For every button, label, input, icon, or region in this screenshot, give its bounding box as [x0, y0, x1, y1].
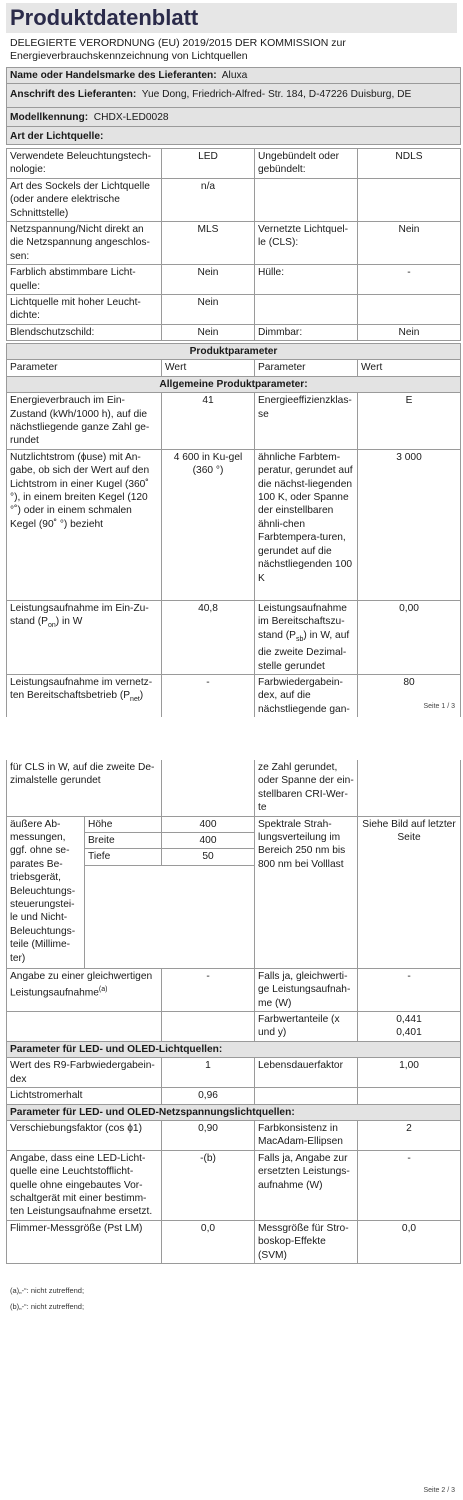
- page-2: [0, 716, 463, 1500]
- lightsource-header: Art der Lichtquelle:: [7, 126, 461, 144]
- mains-header: Parameter für LED- und OLED-Netzspannungslichtquellen:: [7, 1104, 461, 1120]
- table-row: [7, 1220, 461, 1263]
- value-cell: -: [358, 968, 461, 1011]
- param-cell: ähnliche Farbtem-peratur, gerundet auf die nächst-liegenden 100 K, oder Spanne der einstellbaren ähnli-chen Farbtempera-turen, gerundet auf die nächstliegenden 100 K: [255, 449, 358, 600]
- param-cell: Art des Sockels der Lichtquelle (oder andere elektrische Schnittstelle): [7, 178, 162, 221]
- value-cell: 1,00: [358, 1058, 461, 1088]
- value-cell: MLS: [162, 222, 255, 265]
- value-cell: E: [358, 393, 461, 450]
- table-row: [7, 265, 461, 295]
- page-1: [0, 0, 463, 716]
- value-cell: 0,00: [358, 600, 461, 674]
- continued-table: [6, 760, 461, 1264]
- param-cell: Vernetzte Lichtquel-le (CLS):: [255, 222, 358, 265]
- page-number: Seite 2 / 3: [423, 1487, 455, 1494]
- param-cell: Blendschutzschild:: [7, 324, 162, 340]
- lightsource-table: [6, 148, 461, 341]
- param-cell: Energieeffizienzklas-se: [255, 393, 358, 450]
- param-cell: für CLS in W, auf die zweite De-zimalstelle gerundet: [7, 760, 162, 816]
- param-cell: Leistungsaufnahme im Bereitschaftszu-stand $(P_{sb})$ in W, auf die zweite Dezimal-stelle gerundet: [255, 600, 358, 674]
- col-wert-2: Wert: [358, 360, 461, 376]
- param-cell: Verschiebungsfaktor (cos ϕ1): [7, 1120, 162, 1150]
- col-param-1: Parameter: [7, 360, 162, 376]
- table-row: [7, 449, 461, 600]
- value-cell: 80: [358, 674, 461, 717]
- table-row: [7, 674, 461, 717]
- value-cell: LED: [162, 149, 255, 179]
- value-cell: -: [358, 1150, 461, 1220]
- param-cell: [255, 178, 358, 221]
- param-cell: Lichtstromerhalt: [7, 1088, 162, 1104]
- footnote-a: (a)„-“: nicht zutreffend;: [10, 1286, 85, 1295]
- table-row: [7, 968, 461, 1011]
- value-cell: Nein: [358, 324, 461, 340]
- footnote-b: (b)„-“: nicht zutreffend;: [10, 1302, 85, 1311]
- table-row: [7, 149, 461, 179]
- value-cell: 4 600 in Ku-gel (360 °): [162, 449, 255, 600]
- value-cell: 41: [162, 393, 255, 450]
- param-cell: Farbwertanteile (x und y): [255, 1012, 358, 1042]
- value-cell: -: [358, 265, 461, 295]
- param-cell: Farbwiedergabein-dex, auf die nächstliegende gan-: [255, 674, 358, 717]
- value-cell: 40,8: [162, 600, 255, 674]
- value-cell: 0,0: [358, 1220, 461, 1263]
- param-cell: [255, 1088, 358, 1104]
- param-cell: Leistungsaufnahme im vernetz-ten Bereitschaftsbetrieb $(P_{net})$: [7, 674, 162, 717]
- value-cell: Nein: [162, 324, 255, 340]
- table-row: [7, 1150, 461, 1220]
- value-cell: NDLS: [358, 149, 461, 179]
- page-number: Seite 1 / 3: [423, 703, 455, 710]
- value-cell: -(b): [162, 1150, 255, 1220]
- table-row: [7, 1088, 461, 1104]
- param-cell: Farbkonsistenz in MacAdam-Ellipsen: [255, 1120, 358, 1150]
- value-cell: 0,96: [162, 1088, 255, 1104]
- spectral-value: Siehe Bild auf letzter Seite: [358, 816, 461, 968]
- param-cell: Wert des R9-Farbwiedergabein-dex: [7, 1058, 162, 1088]
- param-cell: Leistungsaufnahme im Ein-Zu-stand $(P_{on})$ in W: [7, 600, 162, 674]
- value-cell: [358, 760, 461, 816]
- param-cell: Farblich abstimmbare Licht-quelle:: [7, 265, 162, 295]
- table-row: [7, 222, 461, 265]
- dim-name-breite: Breite: [85, 833, 162, 849]
- param-cell: Angabe zu einer gleichwertigen Leistungsaufnahme$^{(a)}$: [7, 968, 162, 1011]
- value-cell: [358, 295, 461, 325]
- value-cell: n/a: [162, 178, 255, 221]
- value-cell: [358, 1088, 461, 1104]
- param-cell: Lichtquelle mit hoher Leucht-dichte:: [7, 295, 162, 325]
- general-header: Allgemeine Produktparameter:: [7, 376, 461, 392]
- table-row: [7, 1058, 461, 1088]
- value-cell: Nein: [162, 265, 255, 295]
- dim-value-hoehe: 400: [162, 816, 255, 832]
- product-params-table: [6, 343, 461, 717]
- value-cell: 0,441 0,401: [358, 1012, 461, 1042]
- supplier-address-row: Anschrift des Lieferanten: Yue Dong, Friedrich-Alfred- Str. 184, D-47226 Duisburg, DE: [7, 84, 461, 108]
- param-cell: Flimmer-Messgröße (Pst LM): [7, 1220, 162, 1263]
- param-cell: Netzspannung/Nicht direkt an die Netzspannung angeschlos-sen:: [7, 222, 162, 265]
- dimensions-row: [7, 816, 461, 832]
- param-cell: Lebensdauerfaktor: [255, 1058, 358, 1088]
- param-cell: Angabe, dass eine LED-Licht-quelle eine Leuchtstofflicht-quelle ohne eingebautes Vor-schaltgerät mit einer bestimm-ten Leistungsaufnahme ersetzt.: [7, 1150, 162, 1220]
- dim-value-tiefe: 50: [162, 849, 255, 865]
- title-bar: [6, 3, 457, 33]
- value-cell: 2: [358, 1120, 461, 1150]
- value-cell: [162, 760, 255, 816]
- param-cell: ze Zahl gerundet, oder Spanne der ein-stellbaren CRI-Wer-te: [255, 760, 358, 816]
- value-cell: Nein: [162, 295, 255, 325]
- value-cell: -: [162, 968, 255, 1011]
- product-params-header: Produktparameter: [7, 344, 461, 360]
- param-cell: [255, 295, 358, 325]
- param-cell: Nutzlichtstrom (ϕuse) mit An-gabe, ob sich der Wert auf den Lichtstrom in einer Kugel (360˚ °), in einem breiten Kegel (120 °˚) oder in einem schmalen Kegel (90˚ °) bezieht: [7, 449, 162, 600]
- table-row: [7, 600, 461, 674]
- value-cell: [358, 178, 461, 221]
- regulation-subtitle: DELEGIERTE VERORDNUNG (EU) 2019/2015 DER KOMMISSION zur Energieverbrauchskennzeichnung von Lichtquellen: [10, 37, 346, 62]
- table-row: [7, 760, 461, 816]
- param-cell: Dimmbar:: [255, 324, 358, 340]
- dim-name-hoehe: Höhe: [85, 816, 162, 832]
- dim-value-breite: 400: [162, 833, 255, 849]
- value-cell: Nein: [358, 222, 461, 265]
- table-row: [7, 1012, 461, 1042]
- supplier-name-row: Name oder Handelsmarke des Lieferanten: Aluxa: [7, 68, 461, 84]
- param-cell: Verwendete Beleuchtungstech-nologie:: [7, 149, 162, 179]
- supplier-table: [6, 67, 461, 145]
- model-row: Modellkennung: CHDX-LED0028: [7, 108, 461, 126]
- value-cell: 1: [162, 1058, 255, 1088]
- value-cell: 3 000: [358, 449, 461, 600]
- table-row: [7, 1120, 461, 1150]
- param-cell: Falls ja, gleichwerti-ge Leistungsaufnah-me (W): [255, 968, 358, 1011]
- value-cell: 0,0: [162, 1220, 255, 1263]
- param-cell: Energieverbrauch im Ein-Zustand (kWh/1000 h), auf die nächstliegende ganze Zahl ge-rundet: [7, 393, 162, 450]
- table-row: [7, 393, 461, 450]
- dim-name-tiefe: Tiefe: [85, 849, 162, 865]
- table-row: [7, 295, 461, 325]
- table-row: [7, 178, 461, 221]
- param-cell: Ungebündelt oder gebündelt:: [255, 149, 358, 179]
- col-param-2: Parameter: [255, 360, 358, 376]
- value-cell: -: [162, 674, 255, 717]
- param-cell: Messgröße für Stro-boskop-Effekte (SVM): [255, 1220, 358, 1263]
- led-header: Parameter für LED- und OLED-Lichtquellen:: [7, 1041, 461, 1057]
- page-title: Produktdatenblatt: [10, 5, 199, 30]
- dimensions-label: äußere Ab-messungen, ggf. ohne se-parates Be-triebsgerät, Beleuchtungs-steuerungstei-le und Nicht-Beleuchtungs-teile (Millime-ter): [7, 816, 85, 968]
- param-cell: Falls ja, Angabe zur ersetzten Leistungs-aufnahme (W): [255, 1150, 358, 1220]
- value-cell: 0,90: [162, 1120, 255, 1150]
- table-row: [7, 324, 461, 340]
- col-wert-1: Wert: [162, 360, 255, 376]
- param-cell: Hülle:: [255, 265, 358, 295]
- spectral-label: Spektrale Strah-lungsverteilung im Bereich 250 nm bis 800 nm bei Volllast: [255, 816, 358, 968]
